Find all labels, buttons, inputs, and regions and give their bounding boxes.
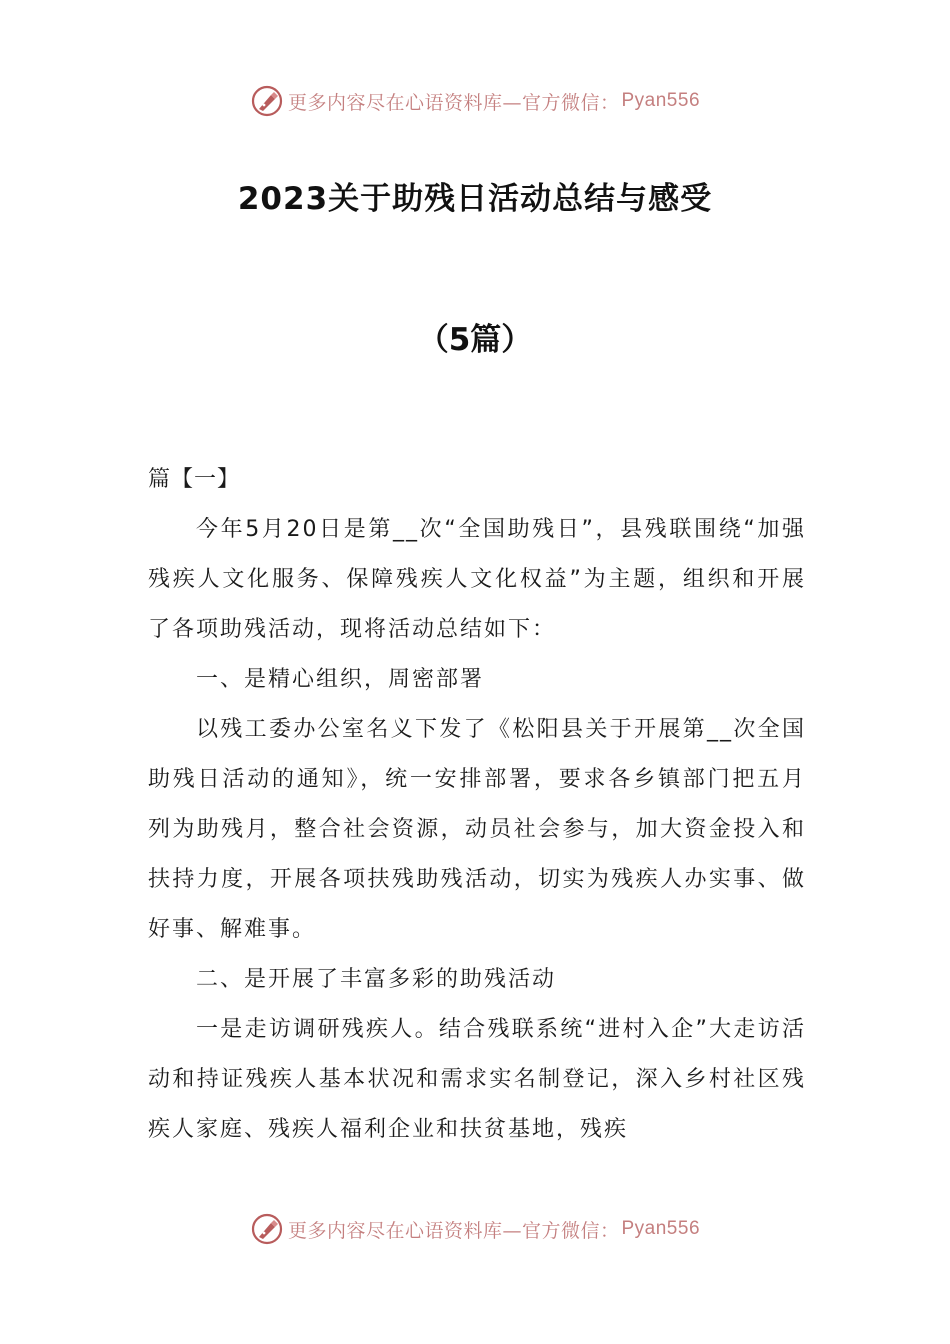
footer-watermark: [0, 1212, 950, 1246]
heading-two: 二、是开展了丰富多彩的助残活动: [196, 967, 557, 992]
heading-one: 一、是精心组织，周密部署: [196, 667, 485, 692]
watermark-handle: Pyan556: [621, 90, 701, 111]
watermark-handle: Pyan556: [621, 1218, 701, 1239]
pen-nib-logo-icon: [250, 84, 284, 118]
paragraph-intro: 今年5月20日是第__次“全国助残日”，县残联围绕“加强残疾人文化服务、保障残疾人文化权益”为主题，组织和开展了各项助残活动，现将活动总结如下：: [148, 517, 806, 642]
watermark-text: 更多内容尽在心语资料库—官方微信：: [287, 91, 620, 114]
paragraph-visits: 一是走访调研残疾人。结合残联系统“进村入企”大走访活动和持证残疾人基本状况和需求实名制登记，深入乡村社区残疾人家庭、残疾人福利企业和扶贫基地，残疾: [148, 1017, 806, 1142]
header-watermark: [0, 84, 950, 118]
document-body: [148, 455, 806, 1155]
section-label: 篇【一】: [148, 467, 241, 492]
document-title: 2023关于助残日活动总结与感受: [237, 181, 713, 217]
pen-nib-logo-icon: [250, 1212, 284, 1246]
paragraph-deployment: 以残工委办公室名义下发了《松阳县关于开展第__次全国助残日活动的通知》，统一安排部署，要求各乡镇部门把五月列为助残月，整合社会资源，动员社会参与，加大资金投入和扶持力度，开展各项扶残助残活动，切实为残疾人办实事、做好事、解难事。: [148, 717, 806, 942]
watermark-text: 更多内容尽在心语资料库—官方微信：: [287, 1219, 620, 1242]
document-subtitle: （5篇）: [417, 322, 533, 358]
